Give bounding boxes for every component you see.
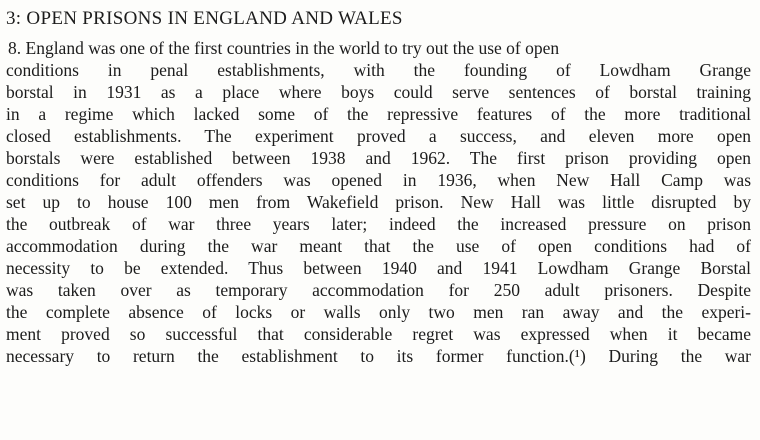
paragraph-line: necessity to be extended. Thus between 1940 and 1941 Lowdham Grange Borstal — [6, 258, 751, 278]
paragraph-line: necessary to return the establishment to its former function.(¹) During the war — [6, 346, 751, 366]
paragraph-8 — [6, 37, 751, 367]
paragraph-line: conditions in penal establishments, with the founding of Lowdham Grange — [6, 60, 751, 80]
paragraph-line: in a regime which lacked some of the repressive features of the more traditional — [6, 104, 751, 124]
paragraph-line: 8. England was one of the first countries in the world to try out the use of open — [8, 38, 560, 58]
paragraph-line: the outbreak of war three years later; indeed the increased pressure on prison — [6, 214, 751, 234]
paragraph-line: the complete absence of locks or walls only two men ran away and the experi- — [6, 302, 751, 322]
paragraph-line: borstal in 1931 as a place where boys could serve sentences of borstal training — [6, 82, 751, 102]
section-heading: 3: OPEN PRISONS IN ENGLAND AND WALES — [6, 8, 403, 29]
paragraph-line: closed establishments. The experiment proved a success, and eleven more open — [6, 126, 751, 146]
paragraph-line: conditions for adult offenders was opened in 1936, when New Hall Camp was — [6, 170, 751, 190]
paragraph-line: set up to house 100 men from Wakefield prison. New Hall was little disrupted by — [6, 192, 751, 212]
paragraph-line: was taken over as temporary accommodation for 250 adult prisoners. Despite — [6, 280, 751, 300]
paragraph-line: accommodation during the war meant that the use of open conditions had of — [6, 236, 751, 256]
paragraph-line: borstals were established between 1938 and 1962. The first prison providing open — [6, 148, 751, 168]
paragraph-line: ment proved so successful that considerable regret was expressed when it became — [6, 324, 751, 344]
